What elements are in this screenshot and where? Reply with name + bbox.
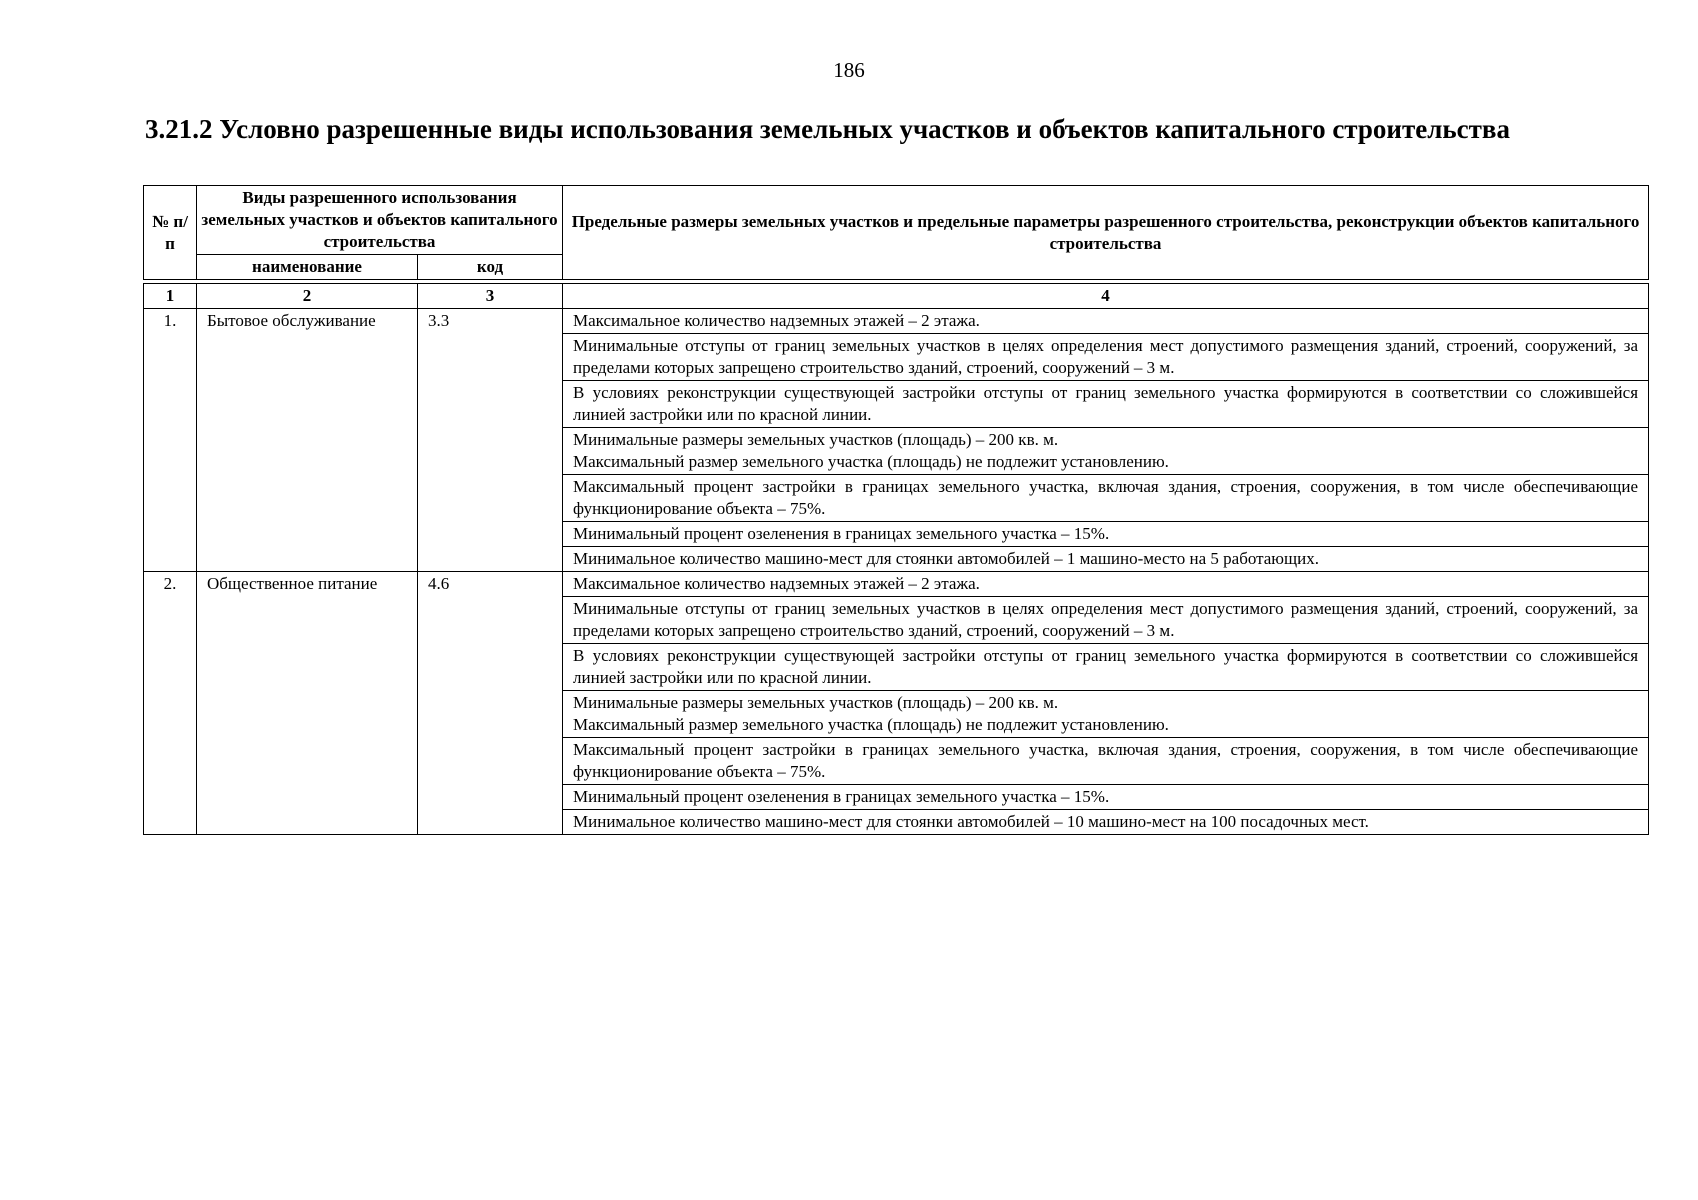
- row-parameter: [563, 522, 1649, 547]
- row-parameter: [563, 738, 1649, 785]
- parameter-line: Максимальный размер земельного участка (площадь) не подлежит установлению.: [573, 452, 1169, 471]
- row-parameter: [563, 785, 1649, 810]
- column-number: 3: [418, 284, 563, 309]
- header-params: Предельные размеры земельных участков и предельные параметры разрешенного строительства, реконструкции объектов капитального строительства: [563, 186, 1649, 280]
- row-number: 1.: [144, 309, 197, 572]
- row-parameter: [563, 428, 1649, 475]
- row-parameter: [563, 547, 1649, 572]
- section-title: 3.21.2 Условно разрешенные виды использования земельных участков и объектов капитального строительства: [145, 114, 1510, 144]
- row-name: Общественное питание: [197, 572, 418, 835]
- parameter-line: Минимальное количество машино-мест для стоянки автомобилей – 1 машино-место на 5 работающих.: [573, 549, 1319, 568]
- row-number: 2.: [144, 572, 197, 835]
- parameter-line: Минимальные отступы от границ земельных участков в целях определения мест допустимого размещения зданий, строений, сооружений, за пределами которых запрещено строительство зданий, строений, сооружений – 3 м.: [573, 599, 1639, 640]
- row-parameter: [563, 572, 1649, 597]
- parameter-line: Максимальный процент застройки в границах земельного участка, включая здания, строения, сооружения, в том числе обеспечивающие функционирование объекта – 75%.: [573, 740, 1639, 781]
- row-parameter: [563, 309, 1649, 334]
- parameter-line: Максимальное количество надземных этажей – 2 этажа.: [573, 311, 980, 330]
- parameter-line: В условиях реконструкции существующей застройки отступы от границ земельного участка формируются в соответствии со сложившейся линией застройки или по красной линии.: [573, 383, 1639, 424]
- header-types: Виды разрешенного использования земельных участков и объектов капитального строительства: [197, 186, 563, 255]
- parameter-line: Максимальное количество надземных этажей – 2 этажа.: [573, 574, 980, 593]
- page-number: 186: [833, 58, 865, 82]
- parameter-line: Минимальные размеры земельных участков (площадь) – 200 кв. м.: [573, 430, 1059, 449]
- table-header: [144, 186, 1649, 309]
- parameter-line: Максимальный процент застройки в границах земельного участка, включая здания, строения, сооружения, в том числе обеспечивающие функционирование объекта – 75%.: [573, 477, 1639, 518]
- regulations-table: [143, 185, 1649, 835]
- row-parameter: [563, 597, 1649, 644]
- header-name: наименование: [197, 255, 418, 280]
- table-body: [144, 309, 1649, 835]
- header-code: код: [418, 255, 563, 280]
- row-code: 3.3: [418, 309, 563, 572]
- row-code: 4.6: [418, 572, 563, 835]
- parameter-line: Минимальное количество машино-мест для стоянки автомобилей – 10 машино-мест на 100 посадочных мест.: [573, 812, 1369, 831]
- parameter-line: В условиях реконструкции существующей застройки отступы от границ земельного участка формируются в соответствии со сложившейся линией застройки или по красной линии.: [573, 646, 1639, 687]
- parameter-line: Минимальный процент озеленения в границах земельного участка – 15%.: [573, 524, 1110, 543]
- column-number: 4: [563, 284, 1649, 309]
- row-parameter: [563, 334, 1649, 381]
- parameter-line: Минимальный процент озеленения в границах земельного участка – 15%.: [573, 787, 1110, 806]
- parameter-line: Минимальные размеры земельных участков (площадь) – 200 кв. м.: [573, 693, 1059, 712]
- table-row: [144, 572, 1649, 597]
- row-parameter: [563, 691, 1649, 738]
- header-number: № п/п: [144, 186, 197, 280]
- row-parameter: [563, 475, 1649, 522]
- column-numbers-row: [144, 284, 1649, 309]
- row-parameter: [563, 810, 1649, 835]
- row-parameter: [563, 381, 1649, 428]
- row-parameter: [563, 644, 1649, 691]
- parameter-line: Минимальные отступы от границ земельных участков в целях определения мест допустимого размещения зданий, строений, сооружений, за пределами которых запрещено строительство зданий, строений, сооружений – 3 м.: [573, 336, 1639, 377]
- table-row: [144, 309, 1649, 334]
- parameter-line: Максимальный размер земельного участка (площадь) не подлежит установлению.: [573, 715, 1169, 734]
- row-name: Бытовое обслуживание: [197, 309, 418, 572]
- column-number: 2: [197, 284, 418, 309]
- column-number: 1: [144, 284, 197, 309]
